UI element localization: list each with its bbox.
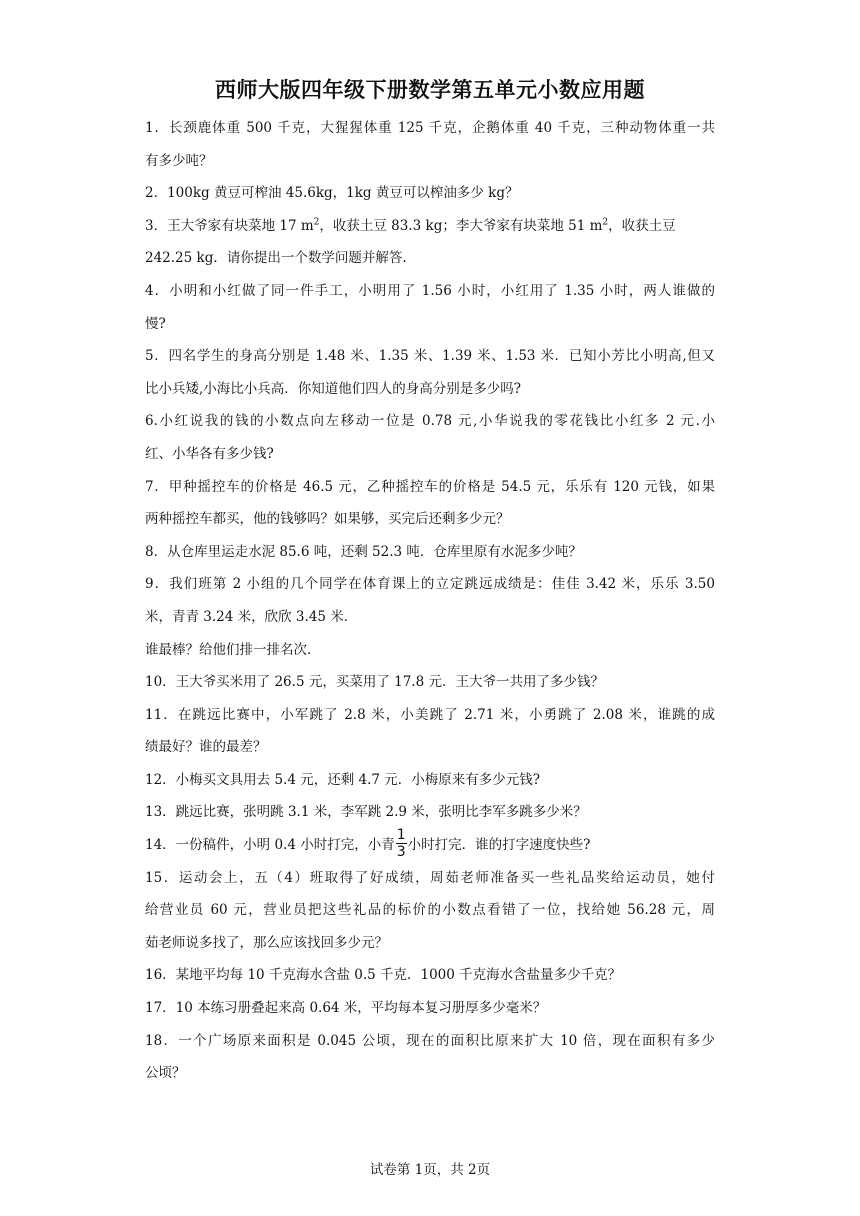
question-5-line-1: 5．四名学生的身高分别是 1.48 米、1.35 米、1.39 米、1.53 米．已知小芳比小明高,但又 [145, 348, 715, 365]
page-footer: 试卷第 1页，共 2页 [369, 1162, 491, 1178]
question-3-line-2: 242.25 kg．请你提出一个数学问题并解答. [145, 250, 407, 267]
question-7-line-1: 7．甲种摇控车的价格是 46.5 元，乙种摇控车的价格是 54.5 元，乐乐有 120 元钱，如果 [145, 478, 715, 495]
question-8: 8．从仓库里运走水泥 85.6 吨，还剩 52.3 吨．仓库里原有水泥多少吨？ [145, 543, 582, 560]
question-11-line-1: 11．在跳远比赛中，小军跳了 2.8 米，小美跳了 2.71 米，小勇跳了 2.08 米，谁跳的成 [145, 706, 715, 723]
fraction-denominator: 3 [396, 844, 406, 861]
question-15-line-1: 15．运动会上，五（4）班取得了好成绩，周茹老师准备买一些礼品奖给运动员，她付 [145, 869, 715, 886]
question-list [145, 112, 715, 1090]
question-1-line-2: 有多少吨？ [145, 152, 213, 169]
question-3-text-b: ，收获土豆 83.3 kg；李大爷家有块菜地 51 m [319, 217, 603, 234]
question-11-line-2: 绩最好？谁的最差？ [145, 739, 267, 756]
question-9-line-2: 米，青青 3.24 米，欣欣 3.45 米． [145, 608, 358, 625]
question-10: 10．王大爷买米用了 26.5 元，买菜用了 17.8 元．王大爷一共用了多少钱？ [145, 674, 604, 691]
question-4-line-2: 慢? [145, 315, 166, 332]
question-18-line-2: 公顷？ [145, 1065, 186, 1082]
question-5-line-2: 比小兵矮,小海比小兵高．你知道他们四人的身高分别是多少吗? [145, 380, 522, 397]
page-title: 西师大版四年级下册数学第五单元小数应用题 [215, 77, 645, 102]
question-1-line-1: 1．长颈鹿体重 500 千克，大猩猩体重 125 千克，企鹅体重 40 千克，三种动物体重一共 [145, 120, 715, 136]
question-2: 2．100kg 黄豆可榨油 45.6kg，1kg 黄豆可以榨油多少 kg？ [145, 185, 519, 202]
question-14-text-a: 14．一份稿件，小明 0.4 小时打完，小青 [145, 837, 395, 854]
question-3-text-c: ，收获土豆 [608, 217, 676, 234]
question-17: 17．10 本练习册叠起来高 0.64 米，平均每本复习册厚多少毫米？ [145, 1000, 547, 1017]
fraction-one-third [396, 827, 407, 860]
question-3-text-a: 3．王大爷家有块菜地 17 m [145, 217, 314, 234]
question-7-line-2: 两种摇控车都买，他的钱够吗？如果够，买完后还剩多少元？ [145, 511, 510, 528]
question-13: 13．跳远比赛，张明跳 3.1 米，李军跳 2.9 米，张明比李军多跳多少米？ [145, 804, 587, 821]
question-3-line-1 [145, 210, 715, 243]
question-15-line-3: 茹老师说多找了，那么应该找回多少元？ [145, 934, 388, 951]
question-18-line-1: 18．一个广场原来面积是 0.045 公顷，现在的面积比原来扩大 10 倍，现在面积有多少 [145, 1032, 715, 1049]
question-12: 12．小梅买文具用去 5.4 元，还剩 4.7 元．小梅原来有多少元钱? [145, 771, 541, 788]
question-9-line-3: 谁最棒？给他们排一排名次． [145, 641, 321, 658]
question-6-line-1: 6.小红说我的钱的小数点向左移动一位是 0.78 元,小华说我的零花钱比小红多 2 元.小 [145, 413, 715, 430]
fraction-numerator: 1 [396, 827, 406, 844]
square-superscript: 2 [313, 217, 320, 228]
question-9-line-1: 9．我们班第 2 小组的几个同学在体育课上的立定跳远成绩是：佳佳 3.42 米，乐乐 3.50 [145, 576, 715, 593]
square-superscript: 2 [602, 217, 609, 228]
question-15-line-2: 给营业员 60 元，营业员把这些礼品的标价的小数点看错了一位，找给她 56.28 元，周 [145, 902, 715, 919]
question-14 [145, 829, 715, 862]
question-16: 16．某地平均每 10 千克海水含盐 0.5 千克．1000 千克海水含盐量多少千克？ [145, 967, 622, 984]
question-14-text-b: 小时打完．谁的打字速度快些? [407, 837, 591, 854]
question-4-line-1: 4．小明和小红做了同一件手工，小明用了 1.56 小时，小红用了 1.35 小时，两人谁做的 [145, 282, 715, 299]
question-6-line-2: 红、小华各有多少钱? [145, 445, 274, 462]
